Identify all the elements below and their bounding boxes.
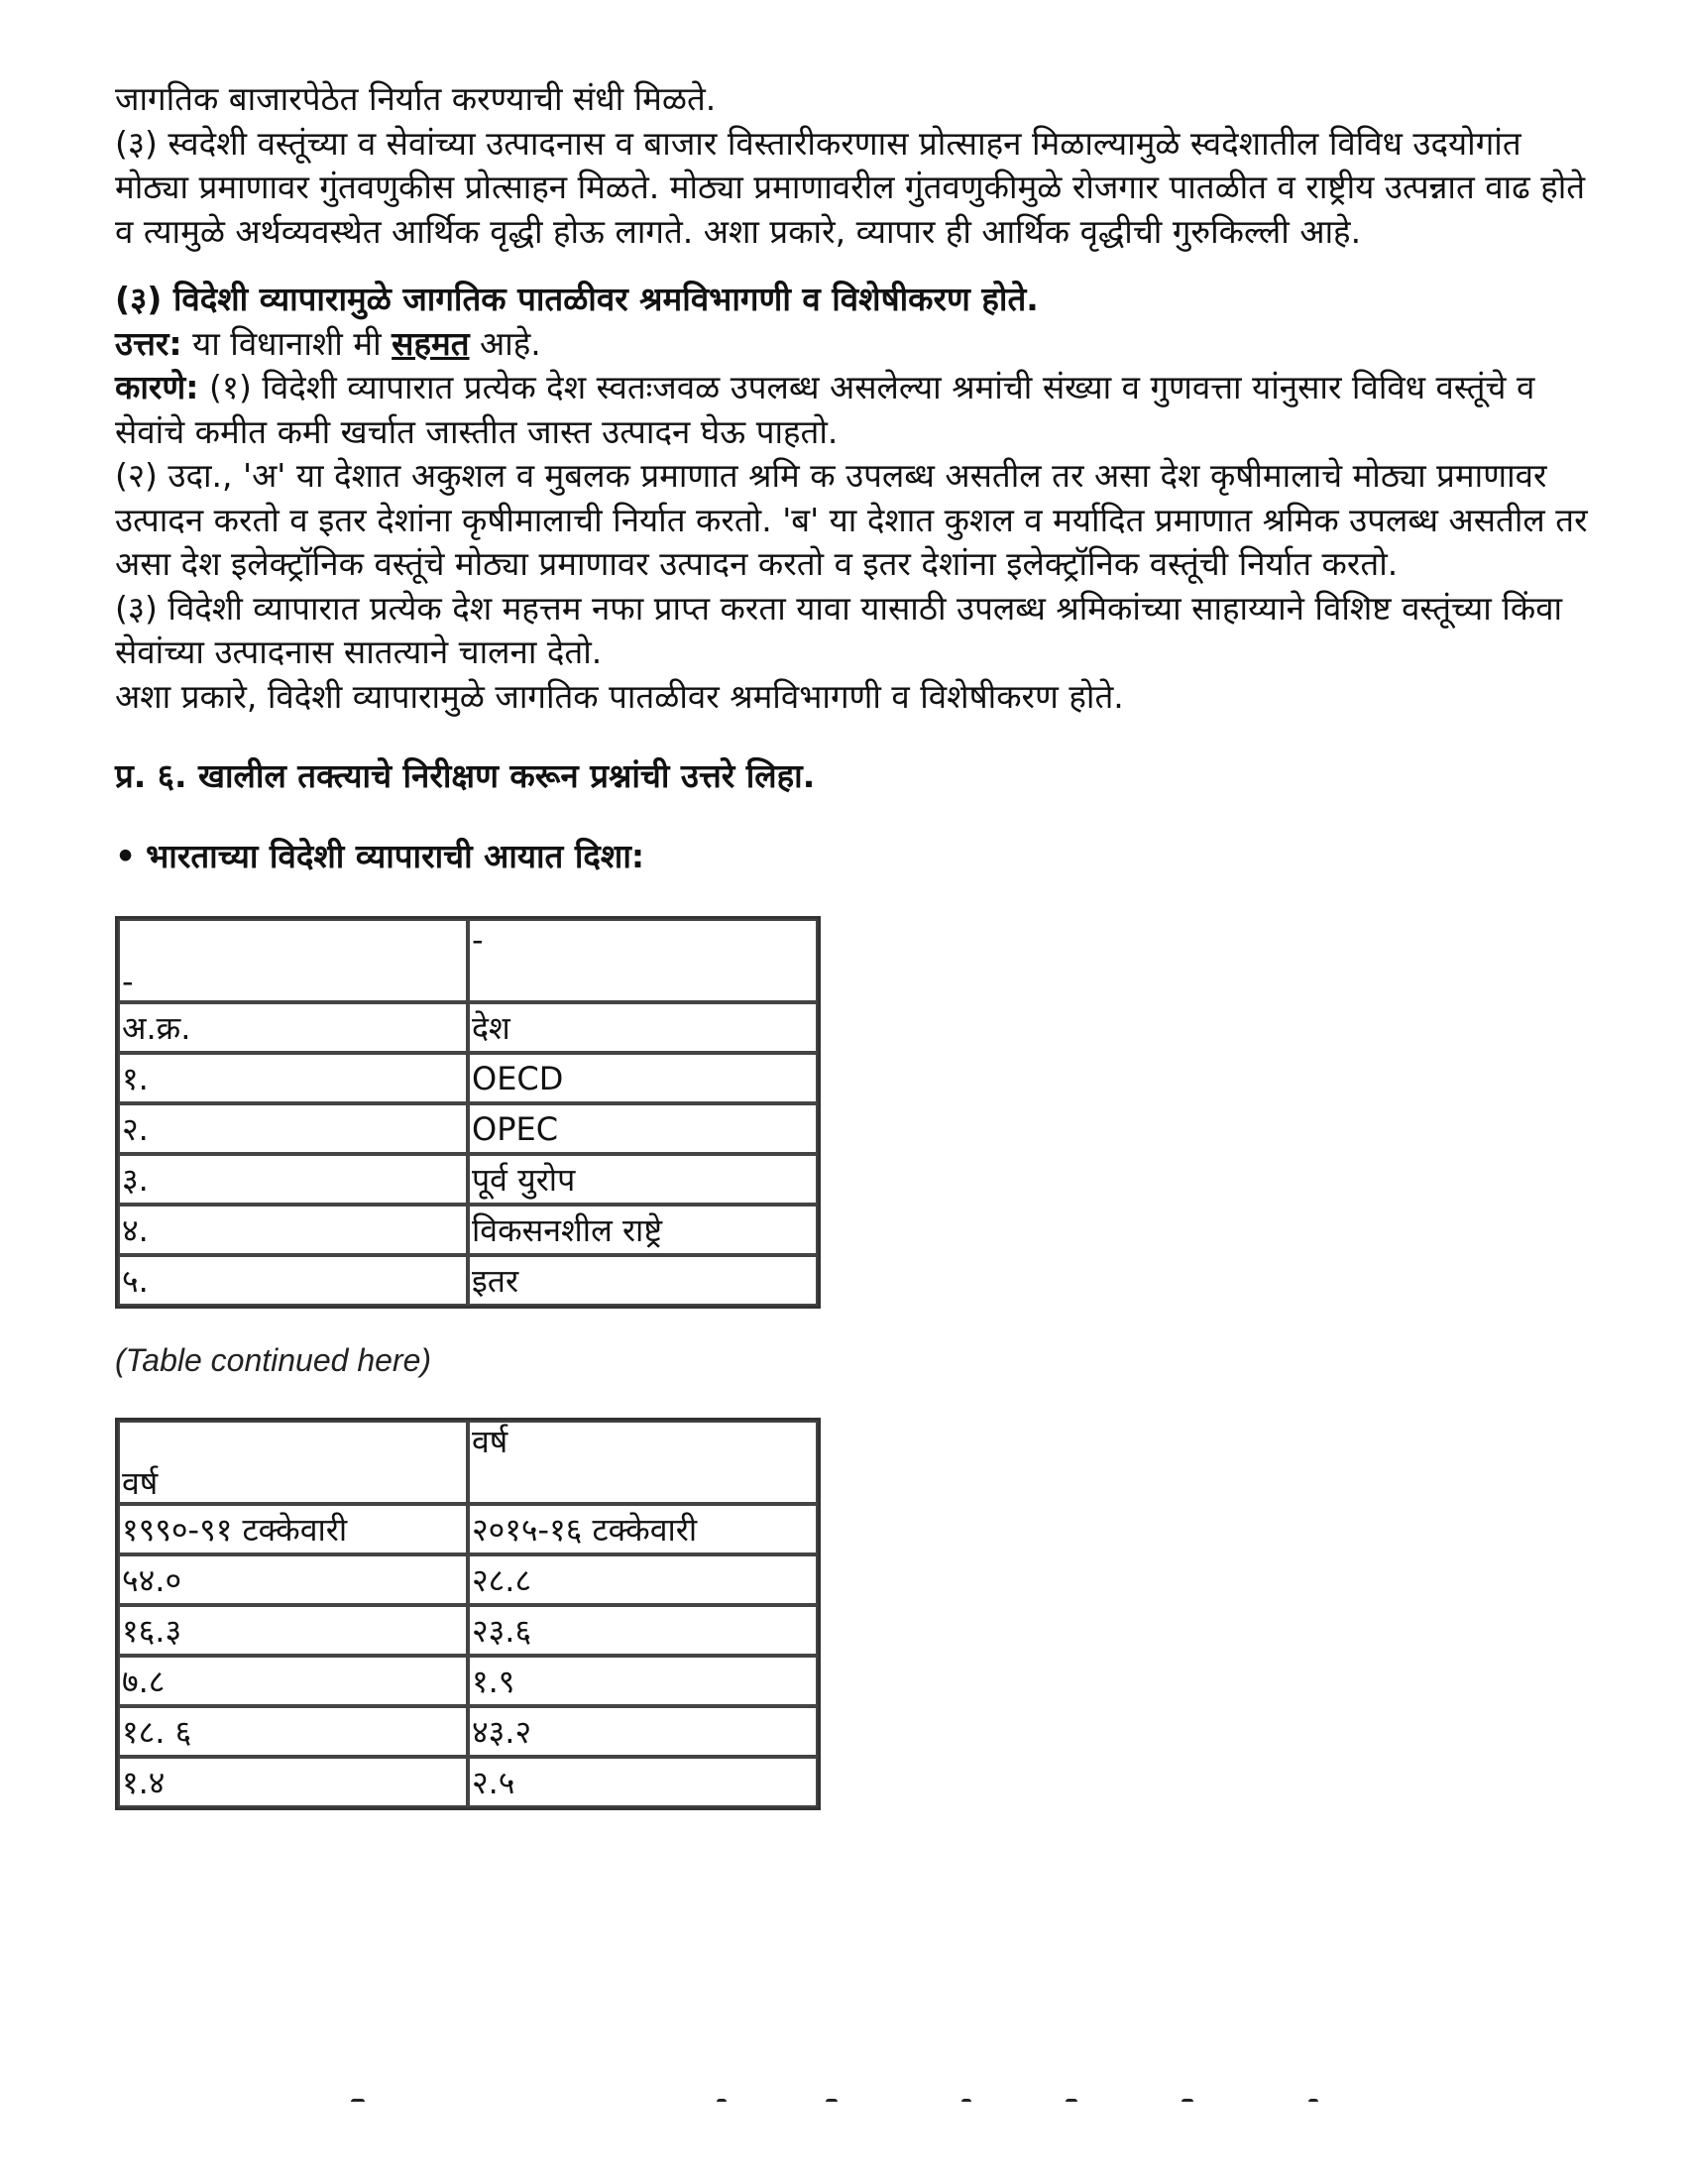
table-row (118, 1053, 818, 1103)
table-cell: २३.६ (468, 1605, 818, 1656)
table-cell: - (468, 919, 818, 1002)
table-cell: ५४.० (118, 1554, 468, 1605)
answer-emphasis: सहमत (392, 323, 470, 363)
table-cell: ७.८ (118, 1656, 468, 1706)
table-row (118, 1554, 818, 1605)
table-row (118, 1154, 818, 1205)
table-row (118, 1421, 818, 1504)
table-cell: २०१५-१६ टक्केवारी (468, 1504, 818, 1554)
reason-1 (115, 366, 1592, 454)
table-cell: वर्ष (468, 1421, 818, 1504)
table-continued-caption: (Table continued here) (115, 1342, 432, 1378)
table-row (118, 1656, 818, 1706)
answer-label: उत्तर: (115, 323, 182, 363)
table-cell: १९९०-९१ टक्केवारी (118, 1504, 468, 1554)
bullet-icon: • (115, 836, 137, 875)
reason-2: (२) उदा., 'अ' या देशात अकुशल व मुबलक प्रमाणात श्रमि क उपलब्ध असतील तर असा देश कृषीमालाचे मोठ्या प्रमाणावर उत्पादन करतो व इतर देशांना कृषीमालाची निर्यात करतो. 'ब' या देशात कुशल व मर्यादित प्रमाणात श्रमिक उपलब्ध असतील तर असा देश इलेक्ट्रॉनिक वस्तूंचे मोठ्या प्रमाणावर उत्पादन करतो व इतर देशांना इलेक्ट्रॉनिक वस्तूंची निर्यात करतो. (115, 456, 1588, 583)
table-cell: पूर्व युरोप (468, 1154, 818, 1205)
table-cell: ४३.२ (468, 1706, 818, 1757)
table-cell: - (118, 919, 468, 1002)
table-cell: १. (118, 1053, 468, 1103)
question-3-heading: (३) विदेशी व्यापारामुळे जागतिक पातळीवर श्रमविभागणी व विशेषीकरण होते. (115, 280, 1039, 318)
cropped-text-remnant (115, 2090, 1404, 2102)
table-cell: OPEC (468, 1103, 818, 1154)
table-cell: ५. (118, 1255, 468, 1306)
question-6-heading: प्र. ६. खालील तक्त्याचे निरीक्षण करून प्रश्नांची उत्तरे लिहा. (115, 756, 816, 795)
table-cell: विकसनशील राष्ट्रे (468, 1205, 818, 1255)
table-row (118, 919, 818, 1002)
intro-line: जागतिक बाजारपेठेत निर्यात करण्याची संधी मिळते. (115, 79, 717, 118)
table-row (118, 1504, 818, 1554)
table-row (118, 1103, 818, 1154)
table-row (118, 1255, 818, 1306)
table-cell: ३. (118, 1154, 468, 1205)
table-percentages (115, 1418, 821, 1810)
table-row (118, 1706, 818, 1757)
table-row (118, 1605, 818, 1656)
intro-point-3: (३) स्वदेशी वस्तूंच्या व सेवांच्या उत्पादनास व बाजार विस्तारीकरणास प्रोत्साहन मिळाल्यामुळे स्वदेशातील विविध उदयोगांत मोठ्या प्रमाणावर गुंतवणुकीस प्रोत्साहन मिळते. मोठ्या प्रमाणावरील गुंतवणुकीमुळे रोजगार पातळीत व राष्ट्रीय उत्पन्नात वाढ होते व त्यामुळे अर्थव्यवस्थेत आर्थिक वृद्धी होऊ लागते. अशा प्रकारे, व्यापार ही आर्थिक वृद्धीची गुरुकिल्ली आहे. (115, 123, 1586, 251)
conclusion: अशा प्रकारे, विदेशी व्यापारामुळे जागतिक पातळीवर श्रमविभागणी व विशेषीकरण होते. (115, 676, 1124, 716)
table-cell: २. (118, 1103, 468, 1154)
table-cell: १.४ (118, 1757, 468, 1807)
table-row (118, 1002, 818, 1053)
table-cell: इतर (468, 1255, 818, 1306)
table-cell: १.९ (468, 1656, 818, 1706)
answer-text-pre: या विधानाशी मी (192, 323, 382, 363)
table-cell: २.५ (468, 1757, 818, 1807)
reasons-label: कारणे: (115, 368, 199, 406)
table-row (118, 1757, 818, 1807)
table-row (118, 1205, 818, 1255)
answer-text-post: आहे. (480, 323, 541, 363)
table-cell: २८.८ (468, 1554, 818, 1605)
document-page (115, 77, 1592, 1810)
table-cell: १६.३ (118, 1605, 468, 1656)
reason-3: (३) विदेशी व्यापारात प्रत्येक देश महत्तम नफा प्राप्त करता यावा यासाठी उपलब्ध श्रमिकांच्या साहाय्याने विशिष्ट वस्तूंच्या किंवा सेवांच्या उत्पादनास सातत्याने चालना देतो. (115, 588, 1563, 671)
table-subheading-text: भारताच्या विदेशी व्यापाराची आयात दिशा: (146, 836, 645, 875)
table-cell: अ.क्र. (118, 1002, 468, 1053)
answer-line (115, 322, 1592, 367)
table-cell: वर्ष (118, 1421, 468, 1504)
table-cell: १८. ६ (118, 1706, 468, 1757)
table-cell: देश (468, 1002, 818, 1053)
table-subheading (115, 835, 1592, 879)
reason-1-text: (१) विदेशी व्यापारात प्रत्येक देश स्वतःजवळ उपलब्ध असलेल्या श्रमांची संख्या व गुणवत्ता यांनुसार विविध वस्तूंचे व सेवांचे कमीत कमी खर्चात जास्तीत जास्त उत्पादन घेऊ पाहतो. (115, 368, 1535, 451)
table-cell: ४. (118, 1205, 468, 1255)
table-countries (115, 916, 821, 1309)
table-cell: OECD (468, 1053, 818, 1103)
